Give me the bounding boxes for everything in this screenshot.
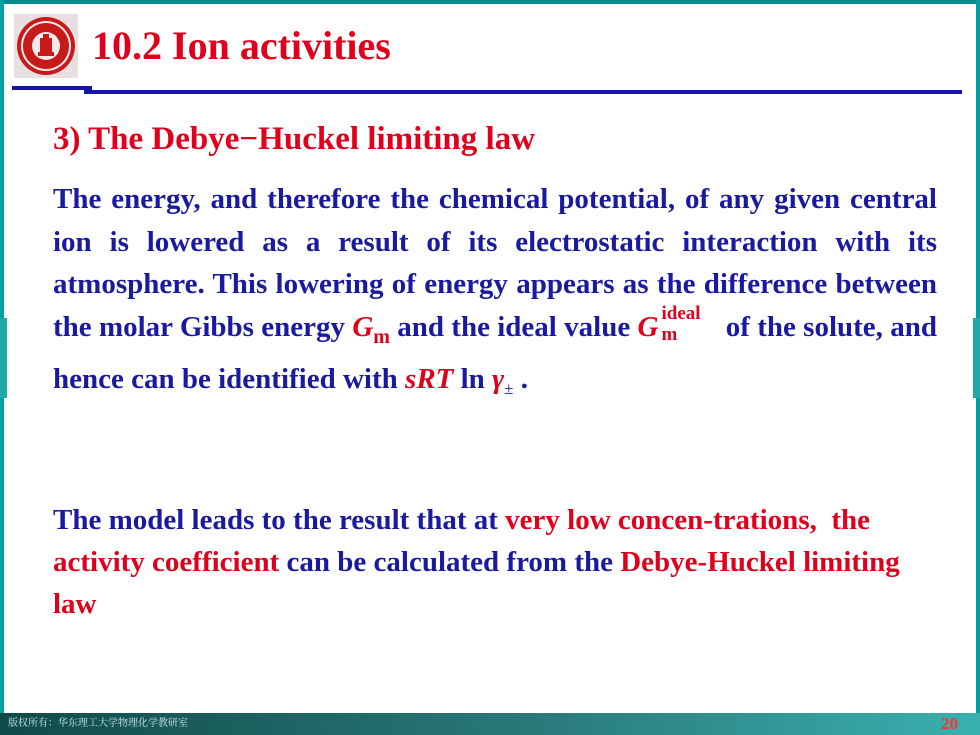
plus-minus-subscript: ± [504,379,514,398]
paragraph2-text-b [817,504,832,536]
paragraph-model-result [53,499,937,625]
paragraph1-end: . [513,363,528,395]
page-number: 20 [941,714,958,733]
paragraph1-text-a: The energy, and therefore the chemical potential, of any given central ion is lowered as a result of its electrostatic interaction with its atmosphere. This lowering of energy appears as the difference between the molar Gibbs energy [53,183,937,343]
left-side-tab [0,318,7,398]
paragraph1-text-b: and the ideal value [389,310,638,343]
title-underline-left [12,86,92,90]
paragraph1-text-c: of the solute, and hence can be identified with [53,310,937,395]
superscript-subscript [658,302,718,345]
footer-bar [0,713,980,735]
subscript-m: m [373,325,390,348]
right-side-tab [973,318,980,398]
highlight-activity-coefficient: the activity coefficient [53,504,871,578]
paragraph2-text-a: The model leads to the result that at [53,504,506,536]
subscript-m2: m [661,323,678,345]
highlight-low-concentrations: very low concen-trations, [505,504,817,536]
gibbs-energy-symbol [352,310,390,348]
page-title: 10.2 Ion activities [92,23,391,68]
paragraph2-text-c: can be calculated from the [279,546,621,578]
university-seal-icon [14,14,78,78]
section-heading: 3) The Debye−Huckel limiting law [53,121,536,157]
symbol-G-ideal: G [637,310,659,343]
sRT-expression: sRT [405,363,454,395]
copyright-text: 版权所有：华东理工大学物理化学教研室 [8,718,188,729]
title-underline [84,90,962,94]
gamma-symbol: γ [492,363,505,395]
ln-operator: ln [453,363,493,395]
superscript-ideal: ideal [661,302,701,324]
ideal-gibbs-symbol [637,302,719,345]
highlight-limiting-law: Debye-Huckel limiting law [53,546,900,620]
paragraph-energy-lowering [53,178,937,411]
frame-top [0,0,980,4]
symbol-G: G [352,310,374,343]
